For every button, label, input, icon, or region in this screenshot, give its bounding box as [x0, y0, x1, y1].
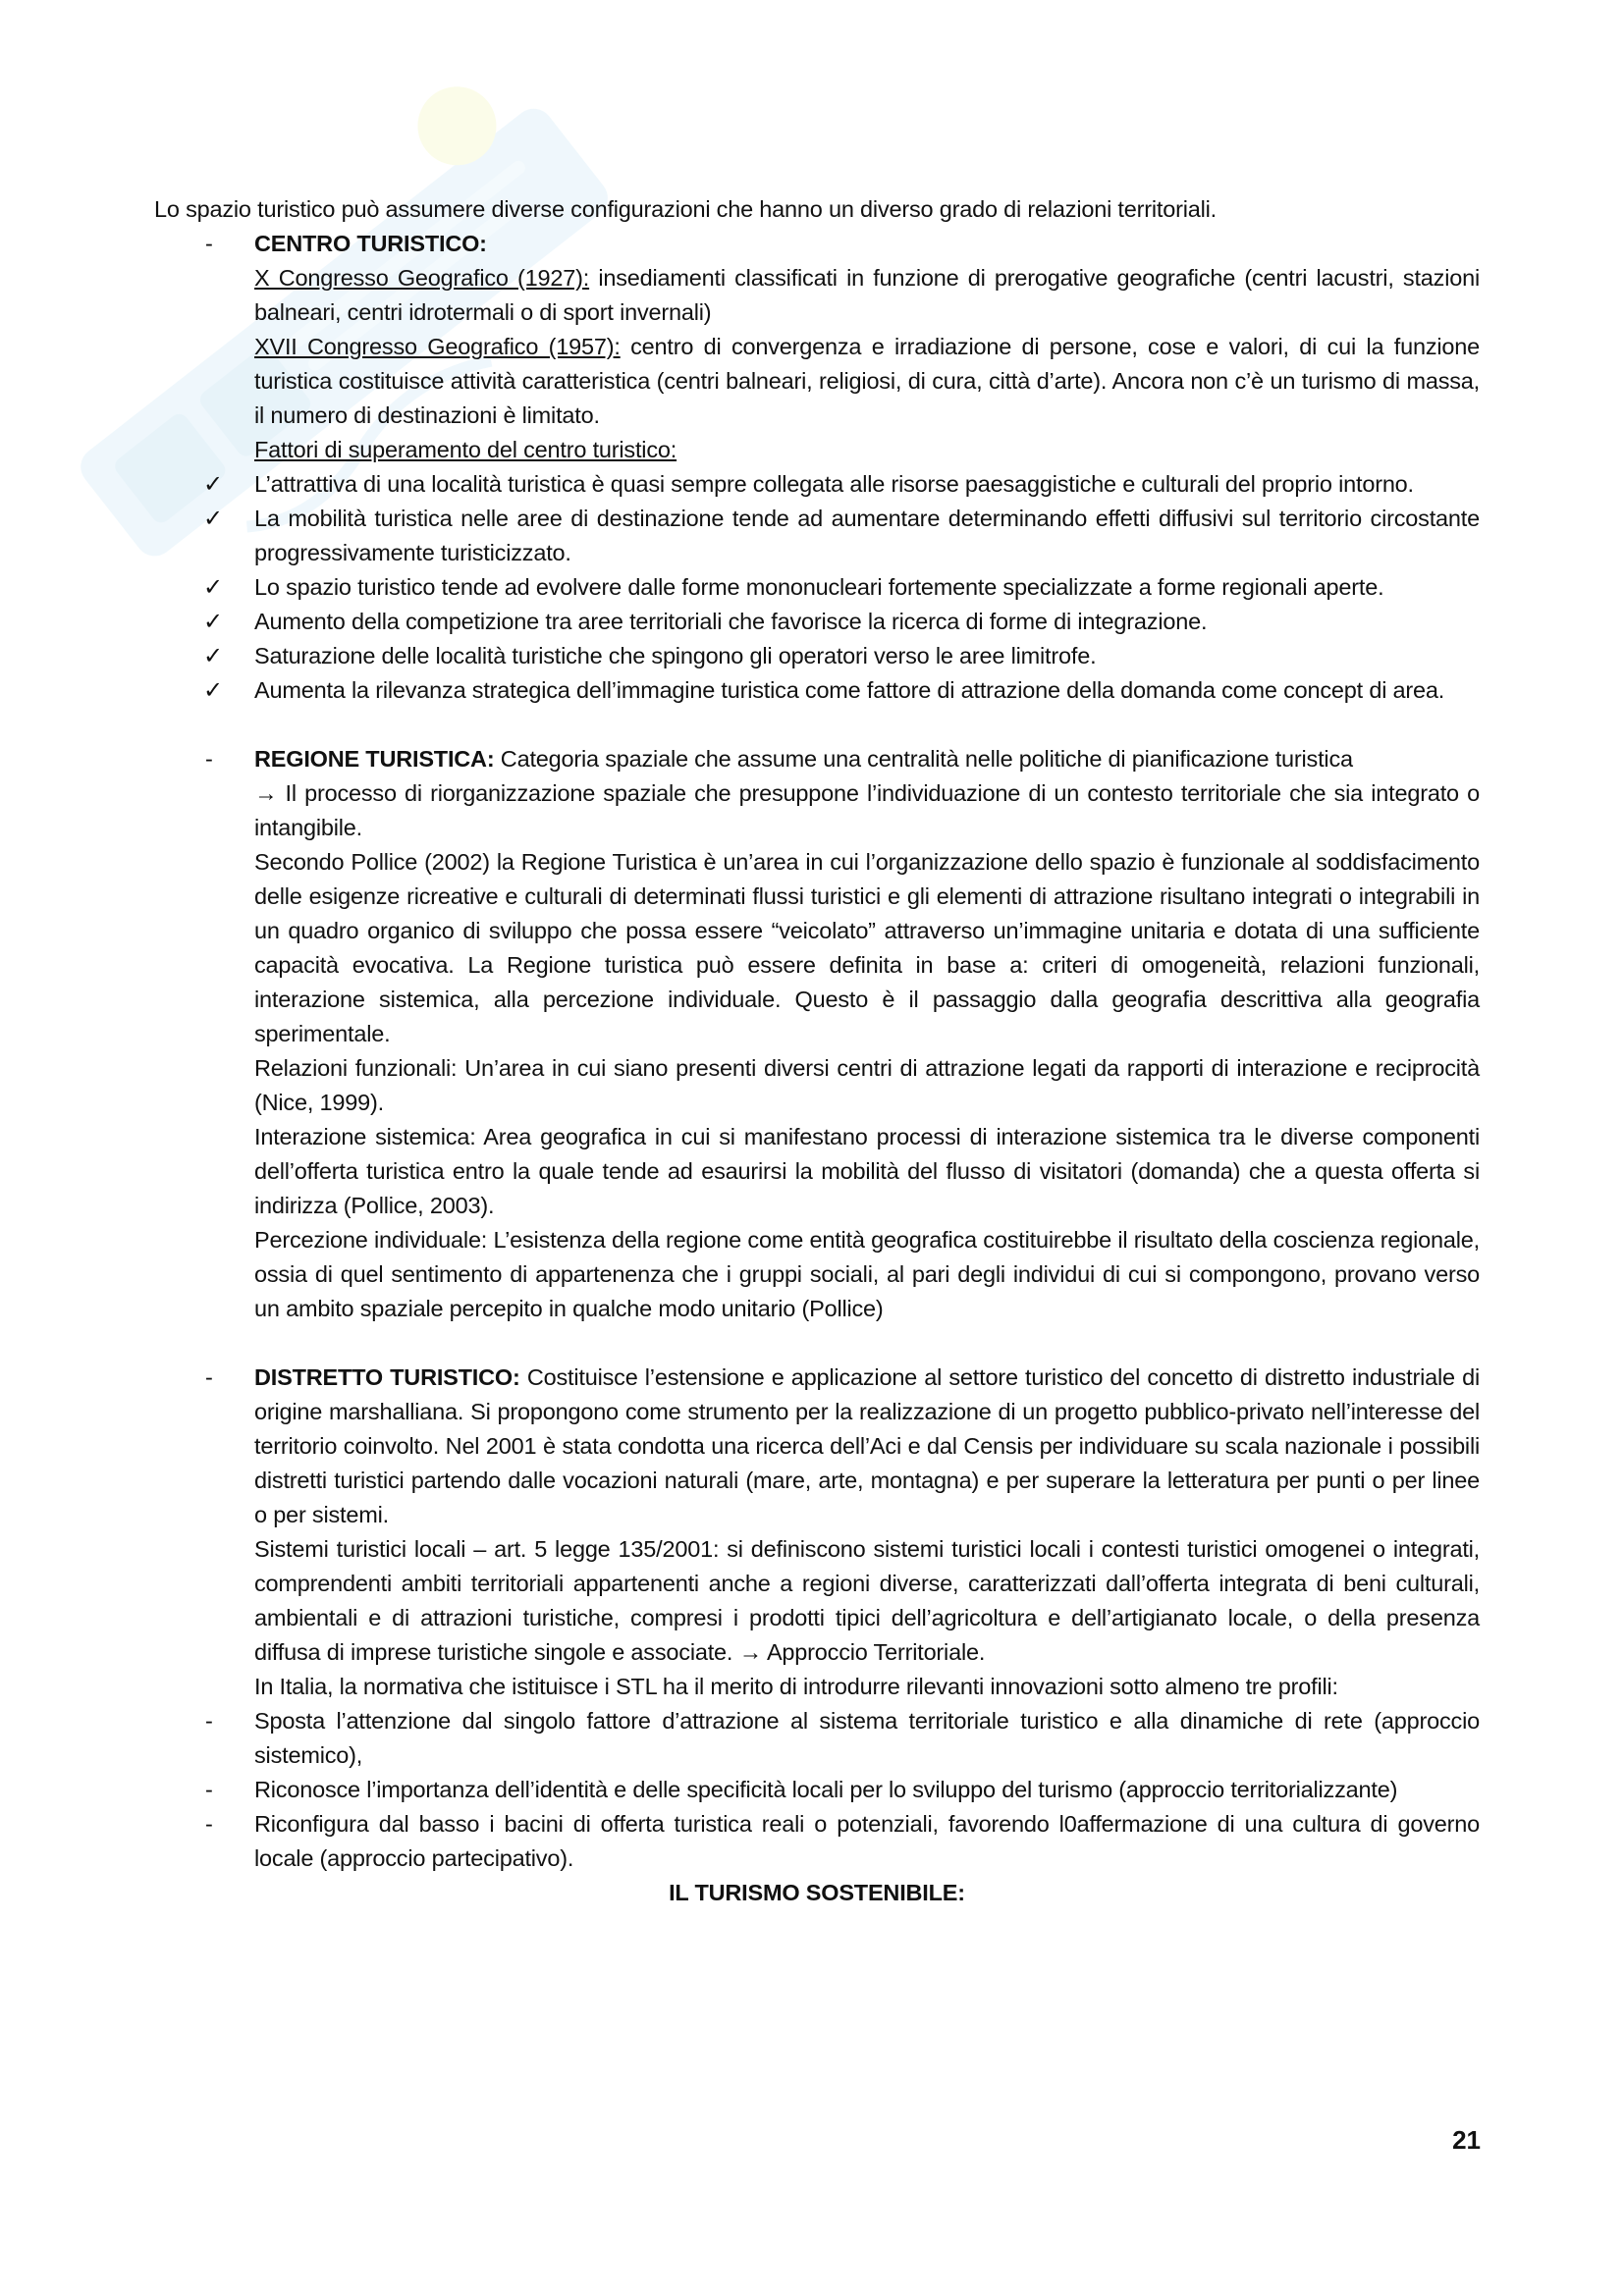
- factor-text: Aumento della competizione tra aree territoriali che favorisce la ricerca di forme di integrazione.: [254, 609, 1208, 634]
- profile-text: Riconfigura dal basso i bacini di offerta turistica reali o potenziali, favorendo l0affermazione di una cultura di governo locale (approccio partecipativo).: [254, 1811, 1480, 1871]
- distretto-p2b: Approccio Territoriale.: [761, 1639, 986, 1665]
- profile-item: [154, 1704, 1480, 1773]
- factor-item: [154, 673, 1480, 708]
- centro-item-1957-text: centro di convergenza e irradiazione di persone, cose e valori, di cui la funzione turistica costituisce attività caratteristica (centri balneari, religiosi, di cura, città d’arte). Ancora non c’è un turismo di massa, il numero di destinazioni è limitato.: [254, 334, 1480, 428]
- centro-item-1957: [254, 330, 1480, 433]
- centro-item-1927: [254, 261, 1480, 330]
- factor-text: L’attrattiva di una località turistica è quasi sempre collegata alle risorse paesaggistiche e culturali del proprio intorno.: [254, 471, 1414, 497]
- distretto-p2: Sistemi turistici locali – art. 5 legge 135/2001: si definiscono sistemi turistici locali i contesti turistici omogenei o integrati, comprendenti ambiti territoriali appartenenti anche a regioni diverse, caratterizzati dall’offerta integrata di beni culturali, ambientali e di attrazioni turistiche, compresi i prodotti tipici dell’agricoltura e dell’artigianato locale, o della presenza diffusa di imprese turistiche singole e associate.: [254, 1536, 1480, 1665]
- dash-bullet: -: [205, 1777, 213, 1802]
- section-centro-turistico: [154, 227, 1480, 467]
- distretto-italia-normativa: In Italia, la normativa che istituisce i STL ha il merito di introdurre rilevanti innovazioni sotto almeno tre profili:: [254, 1674, 1338, 1699]
- check-icon: ✓: [203, 643, 223, 669]
- dash-bullet: -: [205, 1364, 213, 1390]
- distretto-stl-definition: [254, 1532, 1480, 1670]
- factor-item: [154, 639, 1480, 673]
- centro-item-1927-label: X Congresso Geografico (1927):: [254, 265, 590, 291]
- section-distretto-turistico: [154, 1361, 1480, 1704]
- profile-text: Riconosce l’importanza dell’identità e delle specificità locali per lo sviluppo del turismo (approccio territorializzante): [254, 1777, 1398, 1802]
- centro-factors-title: Fattori di superamento del centro turistico:: [254, 437, 677, 462]
- section-regione-turistica: [154, 742, 1480, 1326]
- regione-pollice-definition: Secondo Pollice (2002) la Regione Turistica è un’area in cui l’organizzazione dello spazio è funzionale al soddisfacimento delle esigenze ricreative e culturali di determinati flussi turistici e gli elementi di attrazione risultano integrati o integrabili in un quadro organico di sviluppo che possa essere “veicolato” attraverso un’immagine unitaria e dotata di una sufficiente capacità evocativa. La Regione turistica può essere definita in base a: criteri di omogeneità, relazioni funzionali, interazione sistemica, alla percezione individuale. Questo è il passaggio dalla geografia descrittiva alla geografia sperimentale.: [254, 849, 1480, 1046]
- dash-bullet: -: [205, 231, 213, 256]
- check-icon: ✓: [203, 609, 223, 635]
- centro-heading: CENTRO TURISTICO:: [254, 231, 487, 256]
- factor-item: [154, 502, 1480, 570]
- profile-text: Sposta l’attenzione dal singolo fattore d’attrazione al sistema territoriale turistico e alla dinamiche di rete (approccio sistemico),: [254, 1708, 1480, 1768]
- intro-paragraph: Lo spazio turistico può assumere diverse configurazioni che hanno un diverso grado di relazioni territoriali.: [154, 196, 1217, 222]
- dash-bullet: -: [205, 746, 213, 772]
- section-spacer: [154, 1326, 1480, 1361]
- arrow-right-icon: →: [738, 1639, 762, 1665]
- factor-text: La mobilità turistica nelle aree di destinazione tende ad aumentare determinando effetti diffusivi sul territorio circostante progressivamente turisticizzato.: [254, 506, 1480, 565]
- factor-item: [154, 467, 1480, 502]
- regione-p1b: Il processo di riorganizzazione spaziale che presuppone l’individuazione di un contesto territoriale che sia integrato o intangibile.: [254, 780, 1480, 840]
- regione-percezione-individuale: Percezione individuale: L’esistenza della regione come entità geografica costituirebbe il risultato della coscienza regionale, ossia di quel sentimento di appartenenza che i gruppi sociali, al pari degli individui di cui si compongono, provano verso un ambito spaziale percepito in qualche modo unitario (Pollice): [254, 1227, 1480, 1321]
- centro-item-1957-label: XVII Congresso Geografico (1957):: [254, 334, 621, 359]
- regione-p1: Categoria spaziale che assume una centralità nelle politiche di pianificazione turistica: [494, 746, 1353, 772]
- section-title-turismo-sostenibile: IL TURISMO SOSTENIBILE:: [669, 1880, 965, 1905]
- factor-text: Aumenta la rilevanza strategica dell’immagine turistica come fattore di attrazione della domanda come concept di area.: [254, 677, 1445, 703]
- arrow-right-icon: →: [254, 780, 278, 806]
- profile-item: [154, 1773, 1480, 1807]
- check-icon: ✓: [203, 574, 223, 601]
- dash-bullet: -: [205, 1811, 213, 1837]
- distretto-heading: DISTRETTO TURISTICO:: [254, 1364, 520, 1390]
- distretto-intro: [254, 1361, 1480, 1532]
- check-icon: ✓: [203, 471, 223, 498]
- factor-text: Lo spazio turistico tende ad evolvere dalle forme mononucleari fortemente specializzate a forme regionali aperte.: [254, 574, 1384, 600]
- factor-item: [154, 605, 1480, 639]
- section-spacer: [154, 708, 1480, 742]
- distretto-p1: Costituisce l’estensione e applicazione al settore turistico del concetto di distretto industriale di origine marshalliana. Si propongono come strumento per la realizzazione di un progetto pubblico-privato nell’interesse del territorio coinvolto. Nel 2001 è stata condotta una ricerca dell’Aci e dal Censis per individuare su scala nazionale i possibili distretti turistici partendo dalle vocazioni naturali (mare, arte, montagna) e per superare la letteratura per punti o per linee o per sistemi.: [254, 1364, 1480, 1527]
- regione-heading: REGIONE TURISTICA:: [254, 746, 495, 772]
- page-number: 21: [1452, 2125, 1481, 2155]
- factor-item: [154, 570, 1480, 605]
- page-content: [154, 192, 1480, 1910]
- centro-item-1927-text: insediamenti classificati in funzione di prerogative geografiche (centri lacustri, stazioni balneari, centri idrotermali o di sport invernali): [254, 265, 1480, 325]
- regione-intro: [254, 742, 1480, 845]
- regione-interazione-sistemica: Interazione sistemica: Area geografica in cui si manifestano processi di interazione sistemica tra le diverse componenti dell’offerta turistica entro la quale tende ad esaurirsi la mobilità del flusso di visitatori (domanda) che a questa offerta si indirizza (Pollice, 2003).: [254, 1124, 1480, 1218]
- regione-relazioni-funzionali: Relazioni funzionali: Un’area in cui siano presenti diversi centri di attrazione legati da rapporti di interazione e reciprocità (Nice, 1999).: [254, 1055, 1480, 1115]
- factor-text: Saturazione delle località turistiche che spingono gli operatori verso le aree limitrofe.: [254, 643, 1097, 668]
- check-icon: ✓: [203, 677, 223, 704]
- dash-bullet: -: [205, 1708, 213, 1734]
- check-icon: ✓: [203, 506, 223, 532]
- profile-item: [154, 1807, 1480, 1876]
